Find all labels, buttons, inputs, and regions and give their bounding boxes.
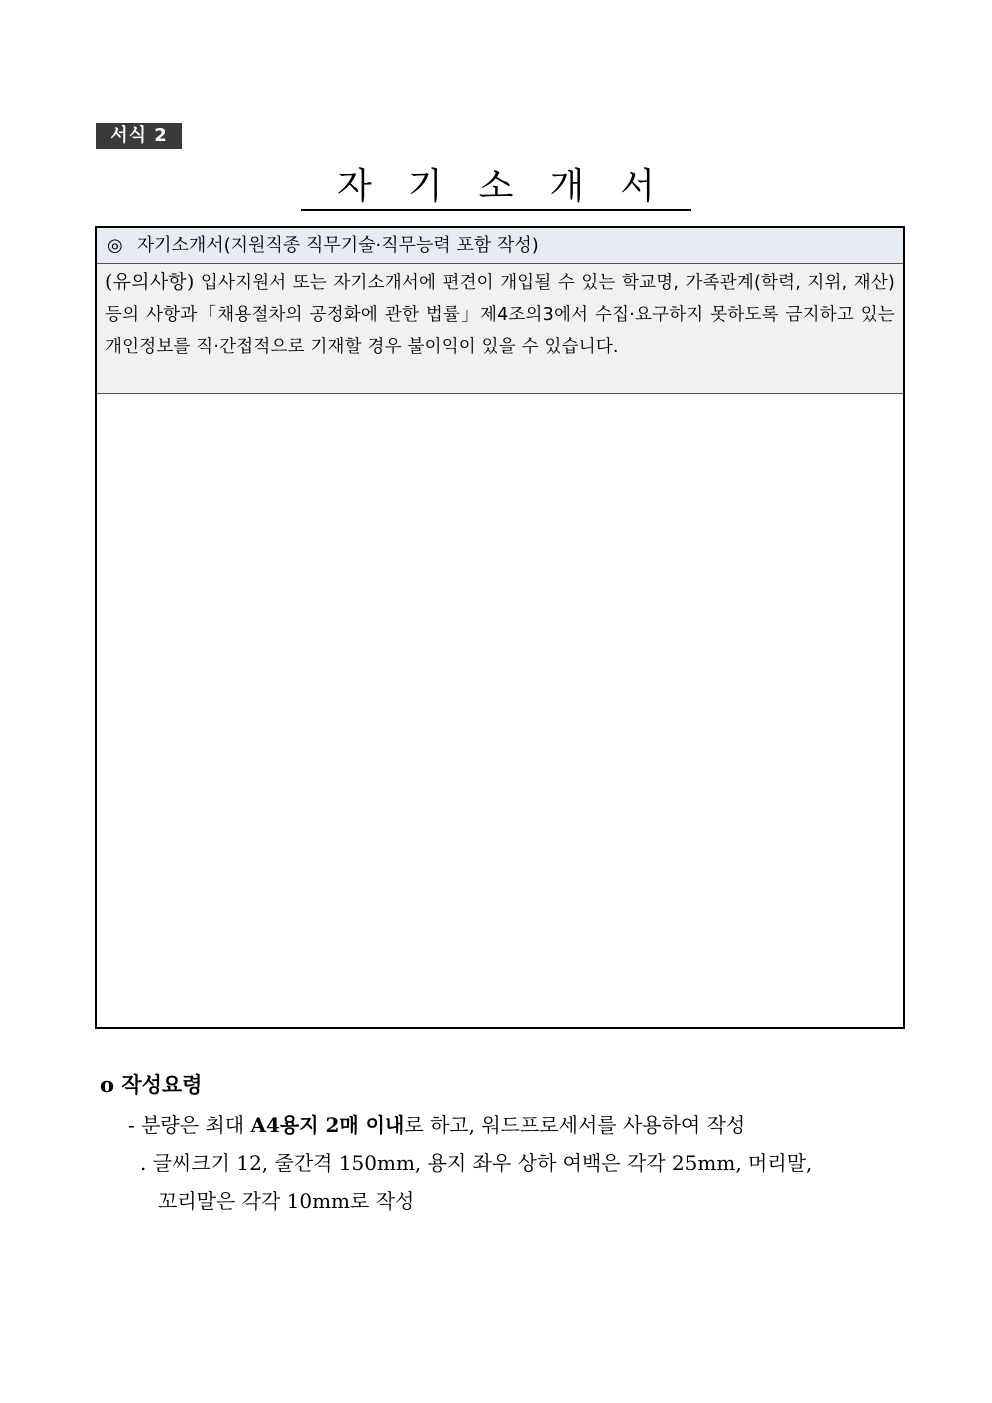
writing-guide-list (128, 1106, 898, 1220)
guide-item-length-prefix: - 분량은 최대 (128, 1113, 251, 1137)
caution-tag: (유의사항) (105, 271, 195, 293)
self-introduction-writing-area[interactable] (97, 394, 903, 1025)
guide-item-length (128, 1106, 898, 1144)
form-number-label: 서식 2 (96, 123, 182, 149)
guide-item-format-line2: 꼬리말은 각각 10mm로 작성 (158, 1189, 415, 1213)
document-title: 자기소개서 (301, 167, 691, 211)
writing-guide-heading: o 작성요령 (100, 1072, 203, 1097)
caution-note (97, 264, 903, 394)
document-title-container (0, 167, 992, 211)
double-circle-icon: ◎ (107, 235, 123, 256)
guide-item-length-bold: A4용지 2매 이내 (250, 1113, 405, 1137)
box-header (97, 228, 903, 264)
self-introduction-box (95, 226, 905, 1029)
guide-item-format-line1: . 글씨크기 12, 줄간격 150mm, 용지 좌우 상하 여백은 각각 25mm, 머리말, (140, 1151, 813, 1175)
caution-text: 입사지원서 또는 자기소개서에 편견이 개입될 수 있는 학교명, 가족관계(학력, 지위, 재산) 등의 사항과「채용절차의 공정화에 관한 법률」제4조의3에서 수집·요구하지 못하도록 금지하고 있는 개인정보를 직·간접적으로 기재할 경우 불이익이 있을 수 있습니다. (105, 273, 895, 357)
guide-item-length-suffix: 로 하고, 워드프로세서를 사용하여 작성 (404, 1113, 746, 1137)
box-header-text: 자기소개서(지원직종 직무기술·직무능력 포함 작성) (136, 235, 539, 256)
